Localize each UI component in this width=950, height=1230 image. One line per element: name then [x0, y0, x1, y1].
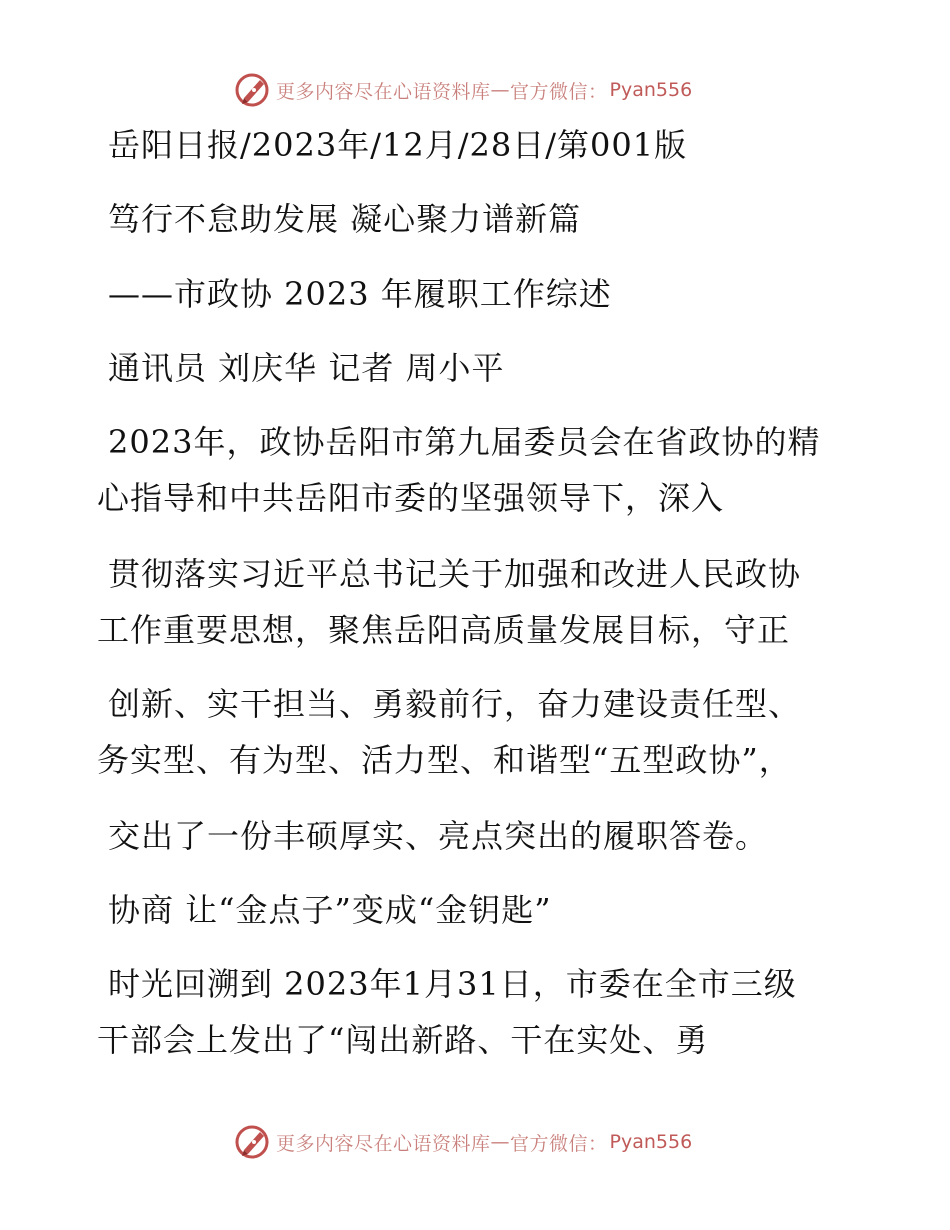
article-source-line: 岳阳日报/2023年/12月/28日/第001版 [108, 126, 688, 164]
paragraph-line: 干部会上发出了“闯出新路、干在实处、勇 [97, 1021, 709, 1059]
watermark-wechat-label: 官方微信： [510, 80, 608, 103]
watermark-dash: — [490, 79, 511, 101]
watermark-header [234, 72, 692, 108]
paragraph-line: 创新、实干担当、勇毅前行，奋力建设责任型、 [108, 685, 802, 723]
article-byline: 通讯员 刘庆华 记者 周小平 [108, 349, 505, 387]
paragraph-line: 贯彻落实习近平总书记关于加强和改进人民政协 [108, 555, 802, 593]
article-title: 笃行不怠助发展 凝心聚力谱新篇 [108, 200, 582, 238]
paragraph-line: 时光回溯到 2023年1月31日，市委在全市三级 [108, 965, 797, 1003]
section-heading: 协商 让“金点子”变成“金钥匙” [108, 891, 552, 929]
watermark-dash: — [490, 1131, 511, 1153]
watermark-wechat-id: Pyan556 [609, 79, 693, 101]
paragraph-line: 交出了一份丰硕厚实、亮点突出的履职答卷。 [108, 817, 769, 855]
watermark-text: 更多内容尽在心语资料库 [276, 80, 491, 103]
paragraph-line: 工作重要思想，聚焦岳阳高质量发展目标，守正 [97, 611, 791, 649]
pen-nib-logo-icon [234, 1124, 272, 1160]
watermark-text: 更多内容尽在心语资料库 [276, 1132, 491, 1155]
watermark-footer [234, 1124, 692, 1160]
watermark-wechat-id: Pyan556 [609, 1131, 693, 1153]
pen-nib-logo-icon [234, 72, 272, 108]
watermark-wechat-label: 官方微信： [510, 1132, 608, 1155]
paragraph-line: 心指导和中共岳阳市委的坚强领导下，深入 [97, 479, 725, 517]
article-subtitle: ——市政协 2023 年履职工作综述 [108, 275, 612, 313]
paragraph-line: 务实型、有为型、活力型、和谐型“五型政协”， [97, 741, 792, 779]
paragraph-line: 2023年，政协岳阳市第九届委员会在省政协的精 [108, 423, 821, 461]
